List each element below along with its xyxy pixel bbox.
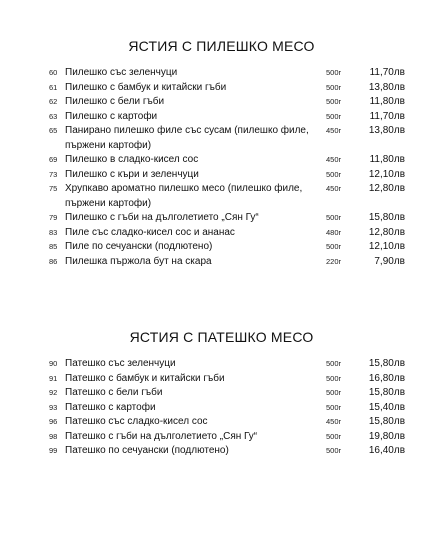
item-price: 11,70лв bbox=[369, 67, 405, 78]
item-weight: 500г bbox=[326, 388, 342, 397]
item-price: 12,80лв bbox=[368, 183, 405, 194]
item-name: Пилешка пържола бут на скара bbox=[65, 255, 212, 267]
item-price: 15,80лв bbox=[368, 358, 405, 369]
item-weight: 450г bbox=[326, 184, 342, 193]
item-price: 15,40лв bbox=[368, 401, 405, 413]
item-price: 13,80лв bbox=[368, 81, 405, 93]
item-name: Пилешко с гъби на дълголетието „Сян Гу“ bbox=[65, 212, 259, 223]
item-price: 11,70лв bbox=[369, 110, 405, 122]
item-weight: 500г bbox=[326, 97, 342, 106]
menu-item bbox=[0, 401, 443, 416]
item-price: 13,80лв bbox=[368, 125, 405, 136]
item-name: Патешко по сечуански (подлютено) bbox=[65, 445, 229, 456]
item-number: 83 bbox=[49, 227, 58, 237]
menu-item bbox=[0, 182, 443, 211]
item-price: 16,80лв bbox=[368, 372, 405, 384]
item-weight: 500г bbox=[326, 213, 342, 222]
item-price: 12,10лв bbox=[368, 241, 405, 252]
duck-section-title: ЯСТИЯ С ПАТЕШКО МЕСО bbox=[129, 329, 314, 345]
item-weight: 450г bbox=[326, 155, 342, 164]
item-price: 19,80лв bbox=[368, 430, 405, 442]
item-number: 61 bbox=[49, 82, 58, 92]
item-name: Пиле със сладко-кисел сос и ананас bbox=[65, 226, 235, 238]
item-price: 12,10лв bbox=[368, 168, 405, 180]
item-name: Патешко с картофи bbox=[65, 401, 156, 413]
menu-item bbox=[0, 415, 443, 430]
item-number: 86 bbox=[49, 256, 58, 266]
menu-item bbox=[0, 168, 443, 183]
menu-item bbox=[0, 95, 443, 110]
item-number: 79 bbox=[49, 213, 58, 222]
item-name: Патешко с бамбук и китайски гъби bbox=[65, 372, 225, 384]
item-name: Пилешко със зеленчуци bbox=[65, 67, 178, 78]
item-number: 62 bbox=[49, 97, 58, 106]
item-weight: 500г bbox=[326, 82, 342, 92]
menu-item bbox=[0, 226, 443, 241]
item-price: 12,80лв bbox=[368, 226, 405, 238]
item-number: 92 bbox=[49, 388, 58, 397]
item-weight: 500г bbox=[326, 431, 342, 441]
duck-menu-list bbox=[0, 357, 443, 459]
item-number: 91 bbox=[49, 373, 58, 383]
item-number: 69 bbox=[49, 155, 58, 164]
menu-item bbox=[0, 444, 443, 459]
item-weight: 480г bbox=[326, 227, 342, 237]
item-weight: 450г bbox=[326, 417, 342, 426]
item-name: Пилешко с бели гъби bbox=[65, 96, 165, 107]
item-name: Хрупкаво ароматно пилешко месо (пилешко филе, пържени картофи) bbox=[65, 183, 303, 209]
menu-item bbox=[0, 110, 443, 125]
item-number: 93 bbox=[49, 402, 58, 412]
item-price: 15,80лв bbox=[368, 387, 405, 398]
item-price: 11,80лв bbox=[369, 96, 405, 107]
menu-item bbox=[0, 240, 443, 255]
item-weight: 500г bbox=[326, 111, 342, 121]
item-name: Патешко с бели гъби bbox=[65, 387, 163, 398]
chicken-section-title: ЯСТИЯ С ПИЛЕШКО МЕСО bbox=[128, 38, 315, 54]
item-weight: 500г bbox=[326, 68, 342, 77]
menu-item bbox=[0, 357, 443, 372]
item-name: Патешко със зеленчуци bbox=[65, 358, 176, 369]
item-weight: 220г bbox=[326, 256, 342, 266]
item-name: Пилешко с къри и зеленчуци bbox=[65, 168, 199, 180]
menu-item bbox=[0, 255, 443, 270]
item-price: 7,90лв bbox=[374, 255, 405, 267]
menu-item bbox=[0, 81, 443, 96]
menu-item bbox=[0, 430, 443, 445]
item-weight: 500г bbox=[326, 373, 342, 383]
menu-item bbox=[0, 124, 443, 153]
item-price: 15,80лв bbox=[368, 416, 405, 427]
item-number: 96 bbox=[49, 417, 58, 426]
item-weight: 500г bbox=[326, 446, 342, 455]
item-name: Патешко със сладко-кисел сос bbox=[65, 416, 208, 427]
menu-item bbox=[0, 386, 443, 401]
item-weight: 450г bbox=[326, 126, 342, 135]
chicken-menu-list bbox=[0, 66, 443, 269]
item-name: Панирано пилешко филе със сусам (пилешко филе, пържени картофи) bbox=[65, 125, 309, 151]
item-price: 15,80лв bbox=[368, 212, 405, 223]
item-number: 75 bbox=[49, 184, 58, 193]
item-price: 16,40лв bbox=[368, 445, 405, 456]
item-number: 63 bbox=[49, 111, 58, 121]
menu-item bbox=[0, 372, 443, 387]
item-weight: 500г bbox=[326, 359, 342, 368]
item-name: Пилешко с картофи bbox=[65, 110, 158, 122]
item-number: 60 bbox=[49, 68, 58, 77]
item-number: 85 bbox=[49, 242, 58, 251]
item-number: 99 bbox=[49, 446, 58, 455]
menu-item bbox=[0, 211, 443, 226]
item-number: 73 bbox=[49, 169, 58, 179]
item-name: Патешко с гъби на дълголетието „Сян Гу“ bbox=[65, 430, 258, 442]
item-number: 90 bbox=[49, 359, 58, 368]
item-name: Пилешко с бамбук и китайски гъби bbox=[65, 81, 227, 93]
item-price: 11,80лв bbox=[369, 154, 405, 165]
menu-item bbox=[0, 153, 443, 168]
item-name: Пиле по сечуански (подлютено) bbox=[65, 241, 213, 252]
item-weight: 500г bbox=[326, 402, 342, 412]
item-weight: 500г bbox=[326, 242, 342, 251]
item-name: Пилешко в сладко-кисел сос bbox=[65, 154, 199, 165]
menu-item bbox=[0, 66, 443, 81]
item-number: 65 bbox=[49, 126, 58, 135]
item-number: 98 bbox=[49, 431, 58, 441]
item-weight: 500г bbox=[326, 169, 342, 179]
